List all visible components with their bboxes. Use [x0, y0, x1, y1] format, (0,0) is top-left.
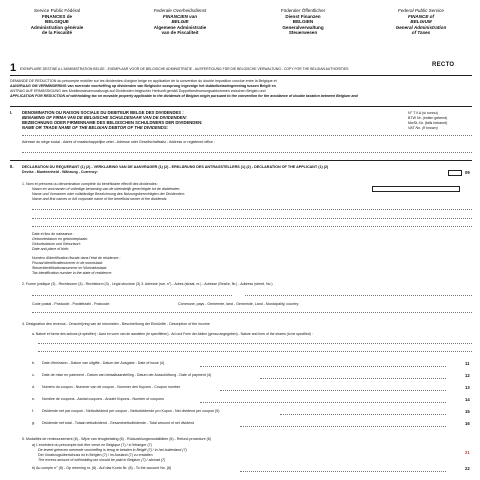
header-col-en: [366, 8, 476, 36]
legal-structure-line[interactable]: [32, 295, 232, 296]
header-de-line2: Dienst Finanzen: [285, 13, 321, 19]
header-fr-line1: Service Public Fédéral: [34, 8, 80, 13]
vat-label-de: MwSt.-Nr. (falls bekannt): [408, 121, 448, 125]
header-en-line3: BELGIUM: [410, 19, 432, 25]
address-line[interactable]: [245, 295, 472, 296]
row-b-letter: b.: [32, 361, 35, 365]
account-number-line[interactable]: [240, 471, 446, 472]
item4-label: 4. Désignation des revenus - Omschrijving van de inkomsten - Beschreibung der Einkünfte - Description of the income: [22, 322, 210, 326]
section1-line-en: NAME OR TRADE NAME OF THE BELGIAN DEBTOR OF THE DIVIDENDS:: [22, 125, 169, 130]
copy-number: 1: [10, 62, 17, 74]
item1-fr: 1. Nom et prénoms ou dénomination complète du bénéficiaire effectif des dividendes:: [22, 182, 158, 186]
header-nl-line1: Federale Overheidsdienst: [153, 8, 207, 13]
code-09: 09: [465, 170, 470, 175]
header-fr-line3: BELGIQUE: [45, 19, 69, 25]
birth-fr: Date et lieu de naissance :: [32, 232, 75, 236]
currency-label: Devise - Munteenheid - Währung - Currency:: [22, 170, 98, 174]
row-e-letter: e.: [32, 397, 35, 401]
code-13: 13: [465, 385, 470, 390]
header-col-de: [248, 8, 358, 36]
registered-office-label: Adresse du siège social - Adres of maatschappelijke zetel - Adresse oder Gesellschaftssitz - Address or registered office :: [22, 140, 215, 144]
vat-label-en: VAT No. (if known): [408, 126, 438, 130]
item4a-label: a. Nature et forme des actions (à spécifier) : Aard en vorm van de aandelen (te specifiëren) - Art und Form der Aktien (genau angegeben) - Nature and form of the shares (to be specified) :: [32, 332, 313, 336]
birth-nl: Geboortedatum en geboorteplaats:: [32, 237, 88, 241]
item1-en: Name and first names or full corporate name of the beneficial owner of the dividends:: [32, 197, 168, 201]
copy-underline: [10, 75, 472, 76]
section1-line-nl: BENAMING OF FIRMA VAN DE BELGISCHE SCHULDENAAR VAN DE DIVIDENDEN:: [22, 115, 187, 120]
code-14: 14: [465, 397, 470, 402]
row-g-label: Dividende net total - Totaal nettodividend - Gesamtnettodividende - Total amount of net dividend: [42, 421, 195, 425]
item5-title: 5. Modalités de remboursement (6) - Wijze van terugbetaling (6) - Rückzahlungsmodalitäten (6) - Refund procedure (6): [22, 437, 211, 441]
currency-field[interactable]: [448, 170, 462, 176]
item1-nl: Naam en voornamen of volledige benaming van de uiteindelijk gerechtigde tot de dividenden:: [32, 187, 181, 191]
intro-fr: DEMANDE DE REDUCTION du précompte mobilier sur les dividendes d'origine belge en application de la convention du double imposition conclue entre la Belgique et: [10, 79, 277, 83]
row-c-line[interactable]: [260, 378, 446, 379]
vat-label-nl: BTW Nr. (indien gekend): [408, 116, 448, 120]
header-col-fr: [2, 8, 112, 36]
birth-de: Geburtsdatum und Geburtsort:: [32, 242, 81, 246]
taxid-fr: Numéro d'identification fiscale dans l'état de résidence :: [32, 256, 121, 260]
header-de-line1: Föderaler Öffentlicher: [280, 8, 326, 13]
section2-top-rule: [10, 160, 472, 161]
municipality-line[interactable]: [32, 312, 472, 313]
section1-line-fr: DENOMINATION OU RAISON SOCIALE DU DEBITEUR BELGE DES DIVIDENDES :: [22, 110, 184, 115]
copy-destination: EXEMPLAIRE DESTINE A L'ADMINISTRATION BELGE - EXEMPLAAR VOOR DE BELGISCHE ADMINISTRATIE - AUSFERTIGUNG FÜR DIE BELGISCHE VERWALTUNG - COPY FOR THE BELGIAN AUTHORITIES: [20, 67, 349, 71]
beneficiary-name-field[interactable]: [372, 186, 460, 192]
item5a-fr: a) L'excédent du précompte doit être versé en Belgique (7) / à l'étranger (7): [32, 443, 152, 447]
taxid-en: Tax identification number in the state of residence:: [32, 271, 112, 275]
item5a-nl: De teveel geheven roerende voorheffing is terug te betalen in België (7) / in het buitenland (7): [38, 448, 187, 452]
row-d-label: Numéro du coupon - Nummer van de coupon - Nummer des Kupons - Coupon number: [42, 385, 181, 389]
code-21: 21: [465, 450, 470, 455]
birth-en: Date and place of birth:: [32, 247, 70, 251]
section2-number: II.: [10, 164, 14, 169]
header-nl-line4: Algemene Administratie: [153, 24, 207, 30]
header-en-line4: General Administration: [395, 24, 447, 30]
intro-en: APPLICATION FOR REDUCTION of withholding tax on movable property applicable to the dividends of Belgian origin pursuant to the convention for the avoidance of double taxation between Belgium and: [10, 94, 358, 98]
item5a-de: Der Vorabzugsüberschuss ist in Belgien (7) / im Ausland (7) zu erstatten: [38, 453, 153, 457]
row-d-letter: d.: [32, 385, 35, 389]
intro-de: ANTRAG AUF ERMÄSSIGUNG des Mobiliensteuervorabzugs auf Dividenden belgischer Herkunft gemäß Doppelbesteuerungsabkommen zwischen Belgien und: [10, 89, 266, 93]
beneficiary-line-1[interactable]: [32, 209, 472, 210]
header-de-line4: Generalverwaltung: [282, 24, 324, 30]
header-de-line3: BELGIEN: [292, 19, 314, 25]
row-b-line[interactable]: [200, 366, 446, 367]
row-c-letter: c.: [32, 373, 35, 377]
section1-top-rule: [10, 106, 472, 107]
section1-line-de: BEZEICHNUNG ODER FIRMENNAME DES BELGISCHEN SCHULDNERS DER DIVIDENDEN:: [22, 120, 203, 125]
code-12: 12: [465, 373, 470, 378]
code-15: 15: [465, 409, 470, 414]
beneficiary-line-3[interactable]: [32, 226, 472, 227]
code-16: 16: [465, 421, 470, 426]
row-d-line[interactable]: [220, 390, 446, 391]
header-fr-line4: Administration générale: [30, 24, 84, 30]
header-col-nl: [125, 8, 235, 36]
row-e-label: Nombre de coupons - Aantal coupons - Anzahl Kupons - Number of coupons: [42, 397, 164, 401]
row-g-letter: g.: [32, 421, 35, 425]
row-g-line[interactable]: [240, 426, 446, 427]
recto-label: RECTO: [432, 62, 455, 68]
row-f-letter: f.: [32, 409, 34, 413]
header-en-line2: FINANCE of: [407, 13, 435, 19]
row-c-label: Date de mise en paiement - Datum van betaalbaarstelling - Datum der Ausschüttung - Date of payment (4): [42, 373, 212, 377]
registered-office-line[interactable]: [22, 152, 472, 153]
vat-label-fr: N° T.V.A (si connu): [408, 111, 438, 115]
header-nl-line3: BELGIE: [171, 19, 189, 25]
share-nature-line-1[interactable]: [38, 343, 472, 344]
row-e-line[interactable]: [200, 402, 446, 403]
header-fr-line5: de la Fiscalité: [41, 30, 73, 36]
row-f-line[interactable]: [280, 414, 446, 415]
row-b-label: Date d'émission - Datum van uitgifte - Datum der Ausgabe - Date of issue (4): [42, 361, 165, 365]
section2-title: DECLARATION DU REQUERANT (1) (2) - VERKLARING VAN DE AANVRAGER (1) (2) - ERKLÄRUNG DES ANTRAGSTELLERS (1) (2) - DECLARATION OF THE APPLICANT (1) (2): [22, 165, 329, 169]
item2-3-labels: 2. Forme juridique (3) - Rechtsvorm (3) - Rechtsform (3) - Legal structure (3) 3. Adresse (rue, n°) - Adres (straat, nr.) - Adresse (Straße, Nr.) - Address (street, No.): [22, 282, 273, 286]
share-nature-line-2[interactable]: [38, 351, 472, 352]
header-de-line5: Steuerwesen: [288, 30, 318, 36]
header-en-line1: Federal Public Service: [398, 8, 444, 13]
item5b-label: b) Au compte n° (8) - Op rekening nr. (8) - Auf das Konto Nr. (8) - To the account No. (8): [32, 466, 172, 470]
header-en-line5: of Taxes: [411, 30, 431, 36]
code-22: 22: [465, 466, 470, 471]
row-f-label: Dividende net par coupon - Nettodividend per coupon - Nettodividende pro Kupon - Net dividend per coupon (5): [42, 409, 220, 413]
item5a-en: The excess amount of withholding tax should be paid in Belgium (7) / abroad (7): [38, 458, 166, 462]
item1-de: Name und Vornamen oder vollständige Bezeichnung des Nutzungsberechtigten der Dividenden:: [32, 192, 185, 196]
taxid-de: Steueridentifikationsnummer im Wohnsitzstaat:: [32, 266, 107, 270]
municipality-label: Commune, pays - Gemeente, land - Gemeinde, Land - Municipality, country:: [178, 302, 300, 306]
taxid-nl: Fiscaal identificatienummer in de woonstaat:: [32, 261, 103, 265]
code-11: 11: [465, 361, 470, 366]
postal-code-label: Code postal - Postcode - Postleitzahl - Postcode:: [32, 302, 111, 306]
section1-number: I.: [10, 110, 13, 115]
debtor-name-line[interactable]: [22, 135, 472, 136]
beneficiary-line-2[interactable]: [32, 218, 472, 219]
header-nl-line2: FINANCIEN van: [162, 13, 198, 19]
header-fr-line2: FINANCES de: [41, 13, 73, 19]
intro-nl: AANVRAAG OM VERMINDERING van roerende voorheffing op dividenden van Belgische oorsprong ingevolge het dubbelbelastingverdrag tussen België en: [10, 84, 276, 88]
header-nl-line5: van de Fiscaliteit: [161, 30, 199, 36]
